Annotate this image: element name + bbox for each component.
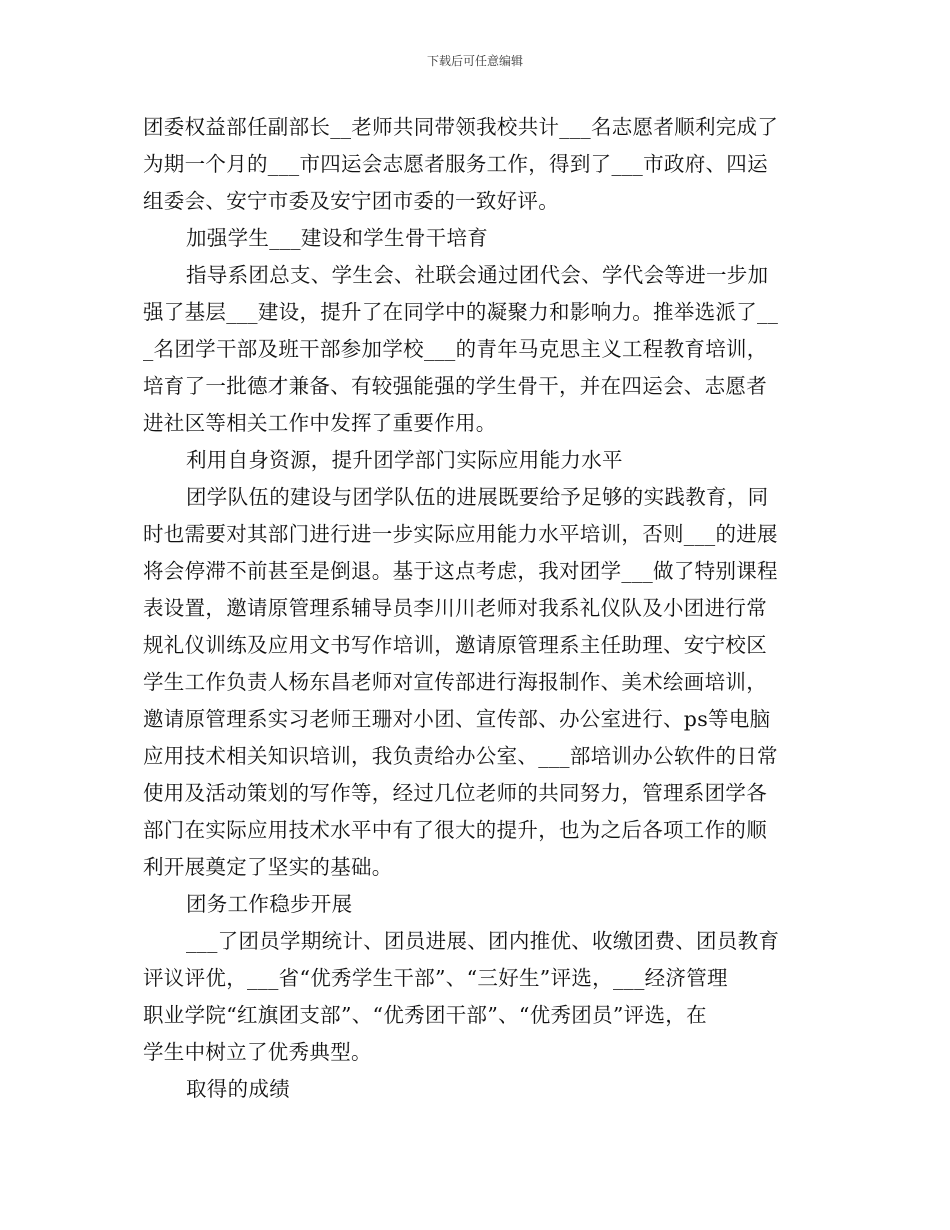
paragraph-line: 表设置，邀请原管理系辅导员李川川老师对我系礼仪队及小团进行常 — [143, 596, 767, 620]
paragraph-line: 强了基层___建设，提升了在同学中的凝聚力和影响力。推举选派了__ — [143, 300, 779, 324]
paragraph-line: 评议评优，___省“优秀学生干部”、“三好生”评选，___经济管理 — [143, 966, 728, 990]
paragraph-line: _名团学干部及班干部参加学校___的青年马克思主义工程教育培训， — [143, 337, 768, 361]
section-heading: 加强学生___建设和学生骨干培育 — [186, 226, 489, 250]
paragraph-line: 指导系团总支、学生会、社联会通过团代会、学代会等进一步加 — [186, 263, 769, 287]
paragraph-line: 将会停滞不前甚至是倒退。基于这点考虑，我对团学___做了特别课程 — [143, 559, 778, 583]
section-heading: 团务工作稳步开展 — [186, 892, 353, 916]
paragraph-line: ___了团员学期统计、团员进展、团内推优、收缴团费、团员教育 — [186, 929, 780, 953]
paragraph-line: 使用及活动策划的写作等，经过几位老师的共同努力，管理系团学各 — [143, 781, 767, 805]
paragraph-line: 团委权益部任副部长__老师共同带领我校共计___名志愿者顺利完成了 — [143, 115, 779, 139]
paragraph-line: 部门在实际应用技术水平中有了很大的提升，也为之后各项工作的顺 — [143, 818, 767, 842]
paragraph-line: 团学队伍的建设与团学队伍的进展既要给予足够的实践教育，同 — [186, 485, 769, 509]
section-heading: 利用自身资源，提升团学部门实际应用能力水平 — [186, 448, 623, 472]
paragraph-line: 邀请原管理系实习老师王珊对小团、宣传部、办公室进行、ps等电脑 — [143, 707, 771, 731]
paragraph-line: 为期一个月的___市四运会志愿者服务工作，得到了___市政府、四运 — [143, 152, 768, 176]
paragraph-line: 职业学院“红旗团支部”、“优秀团干部”、“优秀团员”评选，在 — [143, 1003, 707, 1027]
paragraph-line: 学生工作负责人杨东昌老师对宣传部进行海报制作、美术绘画培训， — [143, 670, 767, 694]
paragraph-line: 规礼仪训练及应用文书写作培训，邀请原管理系主任助理、安宁校区 — [143, 633, 767, 657]
paragraph-line: 时也需要对其部门进行进一步实际应用能力水平培训，否则___的进展 — [143, 522, 778, 546]
paragraph-line: 学生中树立了优秀典型。 — [143, 1040, 372, 1064]
paragraph-line: 组委会、安宁市委及安宁团市委的一致好评。 — [143, 189, 559, 213]
page-header: 下载后可任意编辑 — [426, 54, 523, 68]
section-heading: 取得的成绩 — [186, 1077, 290, 1101]
paragraph-line: 培育了一批德才兼备、有较强能强的学生骨干，并在四运会、志愿者 — [143, 374, 767, 398]
paragraph-line: 进社区等相关工作中发挥了重要作用。 — [143, 411, 497, 435]
paragraph-line: 应用技术相关知识培训，我负责给办公室、___部培训办公软件的日常 — [143, 744, 778, 768]
paragraph-line: 利开展奠定了坚实的基础。 — [143, 855, 393, 879]
